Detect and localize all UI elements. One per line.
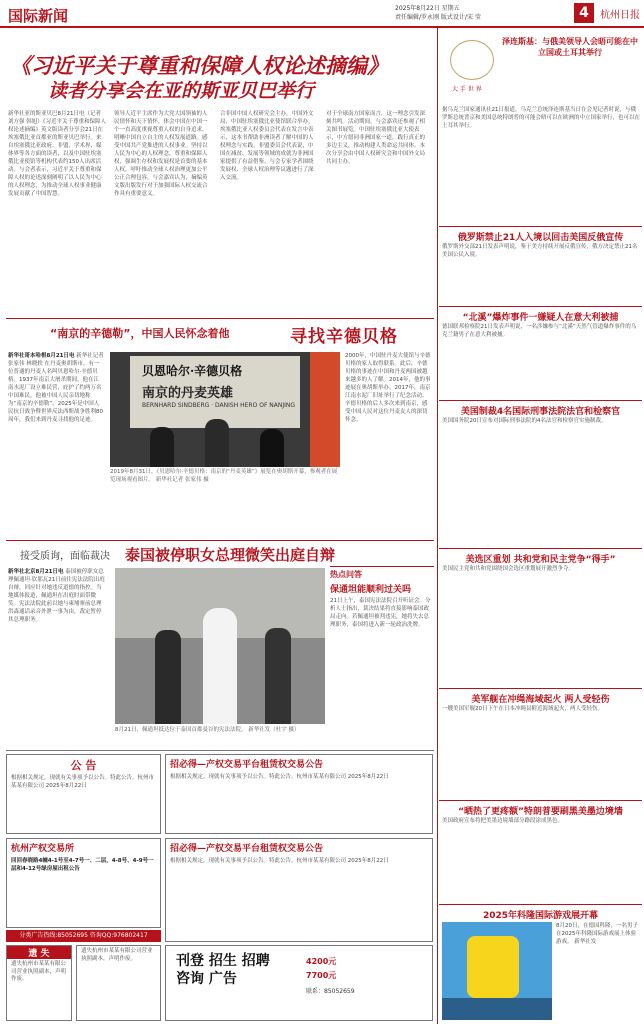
editor-line: 责任编辑/罗永刚 版式设计/宋 莹 — [395, 14, 481, 21]
thai-court-photo — [115, 568, 325, 724]
classified-price-2: 7700元 — [306, 971, 337, 980]
sindberg-exhibition-photo — [110, 352, 340, 467]
lost-notice-title: 遗 失 — [7, 946, 71, 959]
property-exchange-title: 杭州产权交易所 — [11, 844, 75, 854]
brief-body-redistricting: 美国民主党和共和党围绕国会选区重划展开激烈争夺。 — [442, 566, 575, 572]
sindberg-photo-caption — [110, 469, 340, 484]
page-number: 4 — [574, 3, 594, 23]
visitor-figure — [150, 427, 174, 467]
brief-body-border-wall: 美国政府宣布将把美墨边境墙部分路段涂成黑色。 — [442, 818, 564, 824]
brief-headline-russia: 俄罗斯禁止21人入境以回击美国反俄宣传 — [439, 226, 642, 243]
brief-headline-nordstream: “北溪”爆炸事件一嫌疑人在意大利被捕 — [439, 306, 642, 323]
brief-headline-gamescom: 2025年科隆国际游戏展开幕 — [439, 904, 642, 921]
person-figure — [265, 628, 291, 724]
lead-headline-line2: 读者分享会在亚的斯亚贝巴举行 — [48, 80, 315, 102]
brief-headline-okinawa: 美军舰在冲绳海域起火 两人受轻伤 — [439, 688, 642, 705]
rental-trading-title-1: 招必得—产权交易平台租赁权交易公告 — [170, 760, 324, 770]
brief-headline-zelensky: 泽连斯基：与俄美领导人会晤可能在中立国或土耳其举行 — [502, 37, 638, 57]
announcement-ad — [6, 754, 161, 834]
emblem-caption: 大 手 世 界 — [452, 86, 482, 93]
hot-topic-headline: 保通坦能顺利过关吗 — [330, 585, 412, 595]
lead-body-col1: 新华社亚的斯亚贝巴8月21日电（记者 刘方强 韩旭）《习近平关于尊重和保障人权论述摘编》英文版读者分享会21日在埃塞俄比亚首都亚的斯亚贝巴举行。来自埃塞俄比亚政府、非盟、学术界、媒体界等各方面的读者，以及中国驻埃塞俄比亚使馆等机构代表约150人出席活动。与会者表示，习近平关于尊重和保障人权的论述深刻阐明了以人民为中心的人权理念，为推动全球人权事业健康发展贡献了中国智慧。 — [8, 111, 106, 197]
brief-body-zelensky: 据乌克兰国家通讯社21日报道，乌克兰总统泽连斯基当日在会见记者时说，与俄罗斯总统普京和美国总统特朗普的可能会晤可以在欧洲的中立国家举行，也可以在土耳其举行。 — [442, 107, 640, 129]
sindberg-byline: 新华社哥本哈根8月21日电 — [8, 353, 75, 359]
rental-trading-ad-2 — [165, 838, 433, 942]
divider — [6, 540, 434, 541]
sindberg-headline: 寻找辛德贝格 — [290, 327, 398, 347]
rental-trading-title-2: 招必得—产权交易平台租赁权交易公告 — [170, 844, 324, 854]
classified-notice-ad — [76, 945, 161, 1021]
date-line: 2025年8月22日 星期五 — [395, 5, 460, 12]
sindberg-body-left — [8, 352, 104, 537]
classified-contact: 联系：85052659 — [306, 988, 355, 995]
thai-kicker: 接受质询，面临裁决 — [20, 551, 110, 562]
lead-headline-line1: 《习近平关于尊重和保障人权论述摘编》 — [10, 54, 388, 78]
paper-name: 杭州日报 — [600, 10, 640, 21]
classified-notice-body: 遗失杭州市某某有限公司营业执照副本，声明作废。 — [81, 948, 153, 962]
rental-trading-ad-1 — [165, 754, 433, 834]
section-title: 国际新闻 — [8, 7, 69, 25]
thai-photo-caption — [115, 727, 325, 735]
exhibition-wall-english: BERNHARD SINDBERG · DANISH HERO OF NANJING — [142, 402, 296, 409]
gamescom-photo — [442, 922, 552, 1020]
property-exchange-subtitle: 回回春晓路4幢4-1号至4-7号一、二层，4-8号、4-9号一层和4-12号绿房屋出租公告 — [11, 858, 154, 872]
lost-notice-ad — [6, 945, 72, 1021]
classified-phone-line: 分类广告热线:85052695 咨询QQ:976802417 — [6, 930, 161, 942]
lead-body-col4: 对于全球南方国家而言，这一理念引发深刻共鸣。活动期间，与会嘉宾还参观了相关图书展览。中国驻埃塞俄比亚大使表示，中方愿同非洲国家一道，践行真正的多边主义，推动构建人类命运共同体。本次分享会由中国人权研究会和中国外文局共同主办。 — [326, 111, 426, 165]
spongebob-figure — [467, 936, 519, 998]
thai-byline: 新华社北京8月21日电 — [8, 569, 64, 575]
brief-headline-redistricting: 美选区重划 共和党和民主党争“得手” — [439, 548, 642, 565]
visitor-figure — [260, 429, 284, 467]
thai-pm-figure — [203, 608, 237, 724]
exhibition-wall-subtitle: 南京的丹麦英雄 — [142, 386, 234, 401]
photo-floor — [442, 998, 552, 1020]
thai-headline: 泰国被停职女总理微笑出庭自辩 — [125, 546, 336, 564]
divider — [6, 750, 434, 751]
lead-body-col2: 领导人近平主席作为大党大国领袖的人民情怀和天下情怀，体会中国在中国一个一直高度重视尊重人权的自身追求。明晰中国自立自主的人权发展道路。感受中国共产党推进的人权事业。坚持以人民为中心的人权理念，尊重和保障人权，强调生存权和发展权是首要的基本人权，呼吁推动全球人权治理更加公平公正合理包容。与会嘉宾认为，摘编英文版出版发行对于加强国际人权交流合作具有重要意义。 — [114, 111, 208, 197]
sindberg-photo-caption-text: 2019年8月31日，《贝恩哈尔·辛德贝格：南京的“丹麦英雄”》展览在奥胡斯开幕，参观者在展览现场观看图片。 — [110, 469, 338, 483]
classified-ad-rates — [165, 945, 433, 1021]
person-figure — [155, 630, 181, 724]
sindberg-body-left-text: 新华社记者 张家伟 林晓轶 在丹麦奥胡斯市，有一位普通的丹麦人名叫贝恩哈尔·辛德贝格。1937年南京大屠杀期间，他在江南水泥厂设立难民营，庇护了约两万名中国难民。他被中国人民亲切地称为“南京的辛德勒”。2025年是中国人民抗日战争暨世界反法西斯战争胜利80周年，我们来到丹麦寻找他的足迹。 — [8, 353, 104, 423]
classified-price-1: 4200元 — [306, 957, 337, 966]
brief-body-russia: 俄罗斯外交部21日发表声明说，鉴于美方持续开展反俄宣传，俄方决定禁止21名美国公民入境。 — [442, 244, 638, 258]
classified-ad-title: 刊登 招生 招聘 咨询 广告 — [176, 953, 270, 987]
brief-headline-border-wall: “晒热了更疼额”特朗普要刷黑美墨边境墙 — [439, 800, 642, 817]
brief-headline-icc: 美国制裁4名国际刑事法院法官和检察官 — [439, 400, 642, 417]
announcement-body: 根据相关规定，现就有关事项予以公告。特此公告。杭州市某某有限公司 2025年8月22日 — [11, 775, 155, 789]
page-header — [0, 0, 644, 28]
hot-topic-label: 热点问答 — [330, 566, 434, 580]
thai-photo-caption-text: 8月21日，佩通坦抵达位于泰国首都曼谷的宪法法院。 — [115, 727, 247, 733]
brief-credit-gamescom: 新华社发 — [574, 939, 597, 945]
brief-body-gamescom-text: 8月20日，在德国科隆，一名男子在2025年科隆国际游戏展上体验游戏。 — [556, 923, 638, 945]
divider — [6, 318, 434, 319]
announcement-title: 公 告 — [70, 759, 97, 772]
visitor-figure — [205, 419, 229, 467]
property-exchange-ad — [6, 838, 161, 928]
lead-body-col3: 合非国中国人权研究会主办，中国外文局、中国驻埃塞俄比亚使馆联合举办。埃塞俄比亚人权委员会代表在发言中表示，这本书帮助非洲读者了解中国的人权理念与实践。非盟委员会代表说，中国在减贫、发展等领域的成就为非洲国家提供了有益借鉴。与会专家学者围绕发展权、全球人权治理等议题进行了深入交流。 — [220, 111, 314, 181]
hot-topic-box — [330, 566, 434, 746]
rental-trading-body-2: 根据相关规定，现就有关事项予以公告。特此公告。杭州市某某有限公司 2025年8月22日 — [170, 858, 389, 864]
thai-body-text: 泰国被停职女总理佩通坦·钦那瓦21日前往宪法法院出庭自辩，回应针对她违反道德的指控。当地媒体报道，佩通坦在出庭时面带微笑。宪法法院此前以她与柬埔寨前总理洪森通话录音外泄一事为由，裁定暂停其总理职务。 — [8, 569, 105, 623]
brief-body-okinawa: 一艘美国军舰20日下午在日本冲绳县附近海域起火，两人受轻伤。 — [442, 706, 604, 712]
hot-topic-body: 21日上午，泰国宪法法院召开听证会。分析人士指出，裁决结果将直接影响泰国政局走向。若佩通坦被判违宪，她将失去总理职务，泰国将进入新一轮政治洗牌。 — [330, 598, 431, 628]
brief-body-gamescom — [556, 922, 640, 1020]
thai-body — [8, 568, 106, 746]
lost-notice-body: 遗失杭州市某某有限公司营业执照副本，声明作废。 — [11, 961, 67, 982]
exhibition-wall-title: 贝恩哈尔·辛德贝格 — [142, 364, 243, 378]
globe-emblem — [450, 40, 494, 80]
red-panel — [310, 352, 340, 467]
sindberg-body-right: 2000年，中国驻丹麦大使馆与辛德贝格的家人取得联系。此后，辛德贝格的事迹在中国和丹麦两国被越来越多的人了解。2014年，他的事迹展在奥胡斯举办。2017年，南京江南水泥厂旧址举行了纪念活动。辛德贝格的后人多次来到南京，感受中国人民对这位丹麦友人的深切怀念。 — [345, 353, 431, 423]
brief-body-nordstream: 德国联邦检察院21日发表声明说，一名涉嫌参与“北溪”天然气管道爆炸事件的乌克兰籍男子在意大利被捕。 — [442, 324, 637, 338]
rental-trading-body-1: 根据相关规定，现就有关事项予以公告。特此公告。杭州市某某有限公司 2025年8月22日 — [170, 774, 389, 780]
header-meta — [395, 4, 481, 22]
thai-photo-credit: 新华社发（杜宇 摄） — [248, 727, 300, 733]
sindberg-banner-quote: “南京的辛德勒”，中国人民怀念着他 — [50, 327, 230, 340]
sindberg-photo-credit: 新华社记者 张家伟 摄 — [155, 476, 209, 483]
brief-body-icc: 美国国务院20日宣布对国际刑事法院的4名法官和检察官实施制裁。 — [442, 418, 607, 424]
